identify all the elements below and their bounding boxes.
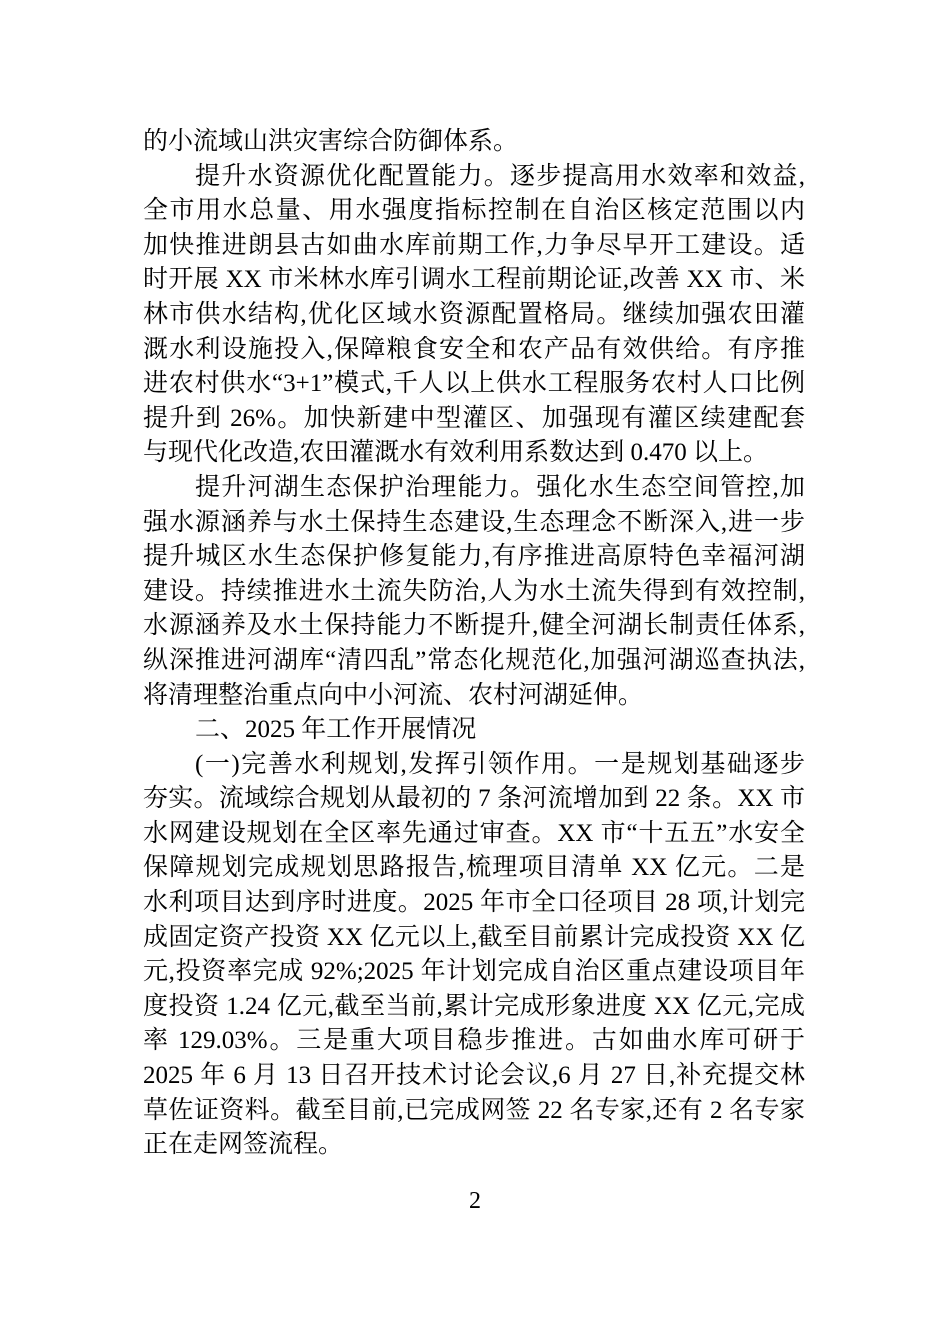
text-line: 度投资 1.24 亿元,截至当前,累计完成形象进度 XX 亿元,完成	[143, 992, 805, 1020]
text-line: 夯实。流域综合规划从最初的 7 条河流增加到 22 条。XX 市	[143, 785, 805, 813]
text-line: 将清理整治重点向中小河流、农村河湖延伸。	[143, 681, 644, 709]
text-line: 强水源涵养与水土保持生态建设,生态理念不断深入,进一步	[143, 508, 805, 536]
text-line: 正在走网签流程。	[143, 1131, 344, 1159]
text-line: 与现代化改造,农田灌溉水有效利用系数达到 0.470 以上。	[143, 439, 769, 467]
text-line: 提升河湖生态保护治理能力。强化水生态空间管控,加	[195, 473, 805, 501]
text-line: 溉水利设施投入,保障粮食安全和农产品有效供给。有序推	[143, 335, 805, 363]
text-line: 水源涵养及水土保持能力不断提升,健全河湖长制责任体系,	[143, 612, 805, 640]
text-line: 进农村供水“3+1”模式,千人以上供水工程服务农村人口比例	[143, 370, 805, 398]
text-line: (一)完善水利规划,发挥引领作用。一是规划基础逐步	[195, 750, 805, 778]
text-line: 率 129.03%。三是重大项目稳步推进。古如曲水库可研于	[143, 1027, 805, 1055]
section-heading	[143, 713, 805, 748]
text-line: 纵深推进河湖库“清四乱”常态化规范化,加强河湖巡查执法,	[143, 646, 805, 674]
text-line: 的小流域山洪灾害综合防御体系。	[143, 128, 519, 155]
text-line: 水网建设规划在全区率先通过审查。XX 市“十五五”水安全	[143, 819, 805, 847]
text-line: 草佐证资料。截至目前,已完成网签 22 名专家,还有 2 名专家	[143, 1096, 805, 1124]
paragraph	[143, 160, 805, 471]
text-line: 二、2025 年工作开展情况	[195, 716, 477, 744]
text-line: 成固定资产投资 XX 亿元以上,截至目前累计完成投资 XX 亿	[143, 923, 805, 951]
text-line: 水利项目达到序时进度。2025 年市全口径项目 28 项,计划完	[143, 889, 805, 917]
text-line: 元,投资率完成 92%;2025 年计划完成自治区重点建设项目年	[143, 958, 805, 986]
text-line: 加快推进朗县古如曲水库前期工作,力争尽早开工建设。适	[143, 231, 805, 259]
text-line: 提升城区水生态保护修复能力,有序推进高原特色幸福河湖	[143, 543, 805, 571]
page-number: 2	[469, 1188, 481, 1214]
text-line: 时开展 XX 市米林水库引调水工程前期论证,改善 XX 市、米	[143, 266, 805, 294]
text-line: 提升水资源优化配置能力。逐步提高用水效率和效益,	[195, 162, 805, 190]
text-line: 建设。持续推进水土流失防治,人为水土流失得到有效控制,	[143, 577, 805, 605]
paragraph	[143, 125, 805, 160]
text-line: 保障规划完成规划思路报告,梳理项目清单 XX 亿元。二是	[143, 854, 805, 882]
paragraph	[143, 748, 805, 1163]
text-line: 全市用水总量、用水强度指标控制在自治区核定范围以内	[143, 197, 805, 225]
body-text	[143, 125, 805, 1163]
text-line: 林市供水结构,优化区域水资源配置格局。继续加强农田灌	[143, 300, 805, 328]
text-line: 2025 年 6 月 13 日召开技术讨论会议,6 月 27 日,补充提交林	[143, 1062, 805, 1090]
text-line: 提升到 26%。加快新建中型灌区、加强现有灌区续建配套	[143, 404, 805, 432]
paragraph	[143, 471, 805, 713]
